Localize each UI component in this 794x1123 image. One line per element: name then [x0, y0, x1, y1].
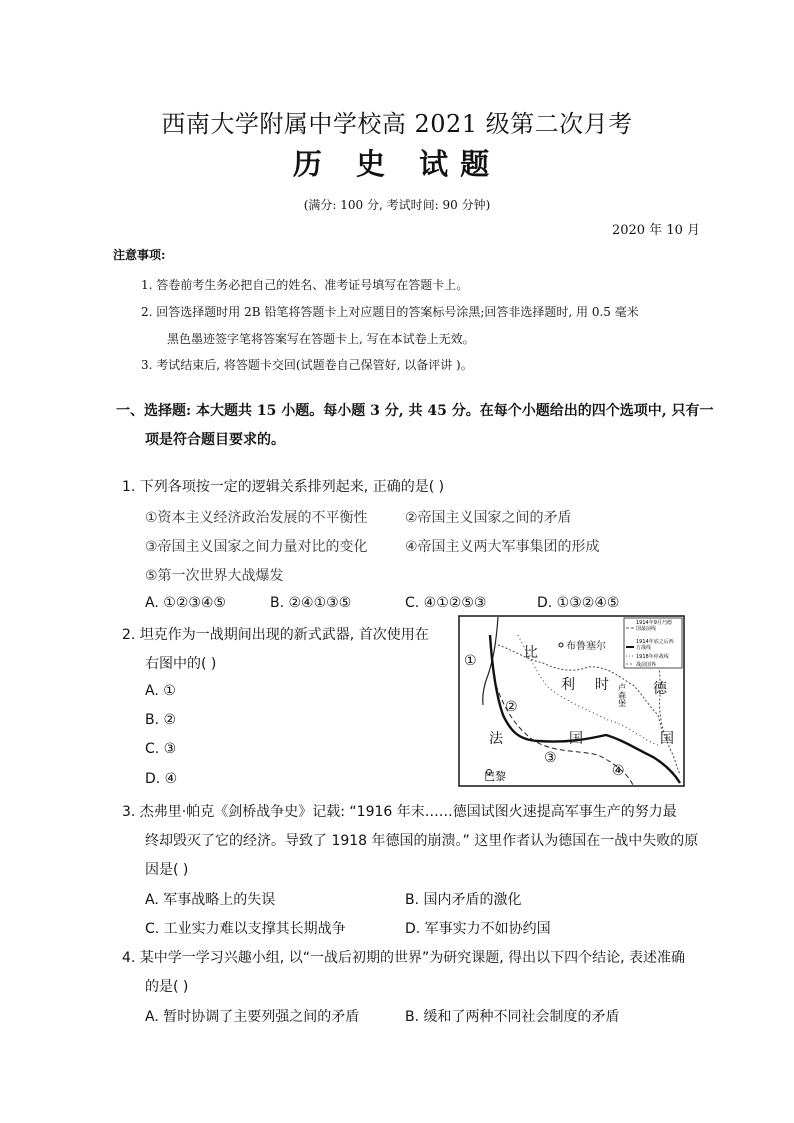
western-front-map: [458, 615, 685, 787]
section-heading-cont: 项是符合题目要求的。: [145, 432, 285, 448]
map-label-belgium-3: 时: [595, 677, 609, 693]
q1-item: ④帝国主义两大军事集团的形成: [405, 539, 600, 555]
section-heading: 一、选择题: 本大题共 15 小题。每小题 3 分, 共 45 分。在每个小题给出的四个选项中, 只有一: [116, 403, 714, 419]
q2-option-a: A. ①: [145, 683, 176, 699]
map-legend-text: 1914年9月乃德: [636, 620, 672, 626]
exam-meta: (满分: 100 分, 考试时间: 90 分钟): [303, 198, 491, 212]
map-legend-text: 1918年停战线: [636, 654, 669, 660]
question-3-stem-cont: 终却毁灭了它的经济。导致了 1918 年德国的崩溃。” 这里作者认为德国在一战中失败的原: [145, 833, 699, 849]
q2-option-b: B. ②: [145, 712, 177, 728]
question-2-stem: 2. 坦克作为一战期间出现的新式武器, 首次使用在: [122, 627, 429, 643]
map-label-germany-2: 国: [660, 731, 674, 747]
q4-option-a: A. 暂时协调了主要列强之间的矛盾: [145, 1009, 360, 1025]
q1-option-a: A. ①②③④⑤: [145, 595, 226, 611]
notice-heading: 注意事项:: [113, 248, 166, 262]
map-legend-text: 方战线: [636, 645, 652, 651]
map-legend-text: 战前国界: [636, 662, 657, 668]
map-label-luxembourg: 卢森堡: [617, 683, 627, 707]
q3-option-d: D. 军事实力不如协约国: [405, 921, 551, 937]
q2-option-c: C. ③: [145, 741, 177, 757]
map-label-belgium-1: 比: [524, 645, 538, 661]
notice-item: 3. 考试结束后, 将答题卡交回(试题卷自己保管好, 以备评讲 )。: [141, 358, 473, 372]
q1-option-c: C. ④①②⑤③: [405, 595, 487, 611]
notice-item: 1. 答卷前考生务必把自己的姓名、准考证号填写在答题卡上。: [141, 278, 469, 292]
map-legend-text: 1914年底之后西: [636, 639, 674, 645]
subject-title: 历 史 试题: [292, 147, 502, 181]
map-label-france-1: 法: [489, 731, 503, 747]
map-label-france-2: 国: [569, 731, 583, 747]
question-1-stem: 1. 下列各项按一定的逻辑关系排列起来, 正确的是( ): [122, 479, 445, 495]
map-label-paris: 巴黎: [484, 770, 506, 783]
q1-option-d: D. ①③②④⑤: [537, 595, 620, 611]
notice-item: 黑色墨迹签字笔将答案写在答题卡上, 写在本试卷上无效。: [167, 332, 475, 346]
map-label-belgium-2: 利: [561, 677, 575, 693]
question-4-stem-cont: 的是( ): [145, 979, 189, 995]
q1-item: ⑤第一次世界大战爆发: [145, 568, 284, 584]
map-label-4: ④: [612, 763, 625, 779]
q3-option-c: C. 工业实力难以支撑其长期战争: [145, 921, 346, 937]
question-3-stem: 3. 杰弗里·帕克《剑桥战争史》记载: “1916 年末……德国试图火速提高军事生产的努力最: [122, 804, 677, 820]
map-label-3: ③: [544, 750, 557, 766]
q1-option-b: B. ②④①③⑤: [270, 595, 352, 611]
q1-item: ③帝国主义国家之间力量对比的变化: [145, 539, 368, 555]
question-4-stem: 4. 某中学一学习兴趣小组, 以“一战后初期的世界”为研究课题, 得出以下四个结论, 表述准确: [122, 950, 686, 966]
map-label-2: ②: [505, 699, 518, 715]
map-label-1: ①: [464, 653, 477, 669]
q1-item: ②帝国主义国家之间的矛盾: [405, 510, 572, 526]
exam-title: 西南大学附属中学校高 2021 级第二次月考: [161, 110, 633, 138]
question-3-stem-cont: 因是( ): [145, 862, 189, 878]
q1-item: ①资本主义经济政治发展的不平衡性: [145, 510, 368, 526]
question-2-stem-cont: 右图中的( ): [145, 656, 217, 672]
q4-option-b: B. 缓和了两种不同社会制度的矛盾: [405, 1009, 620, 1025]
q2-option-d: D. ④: [145, 771, 178, 787]
map-label-germany-1: 德: [653, 681, 667, 697]
map-label-brussels: 布鲁塞尔: [566, 641, 606, 652]
notice-item: 2. 回答选择题时用 2B 铅笔将答题卡上对应题目的答案标号涂黑;回答非选择题时, 用 0.5 毫米: [141, 305, 639, 319]
q3-option-a: A. 军事战略上的失误: [145, 892, 276, 908]
q3-option-b: B. 国内矛盾的激化: [405, 892, 522, 908]
exam-date: 2020 年 10 月: [611, 223, 700, 238]
map-legend-text: 国最前线: [636, 626, 657, 632]
